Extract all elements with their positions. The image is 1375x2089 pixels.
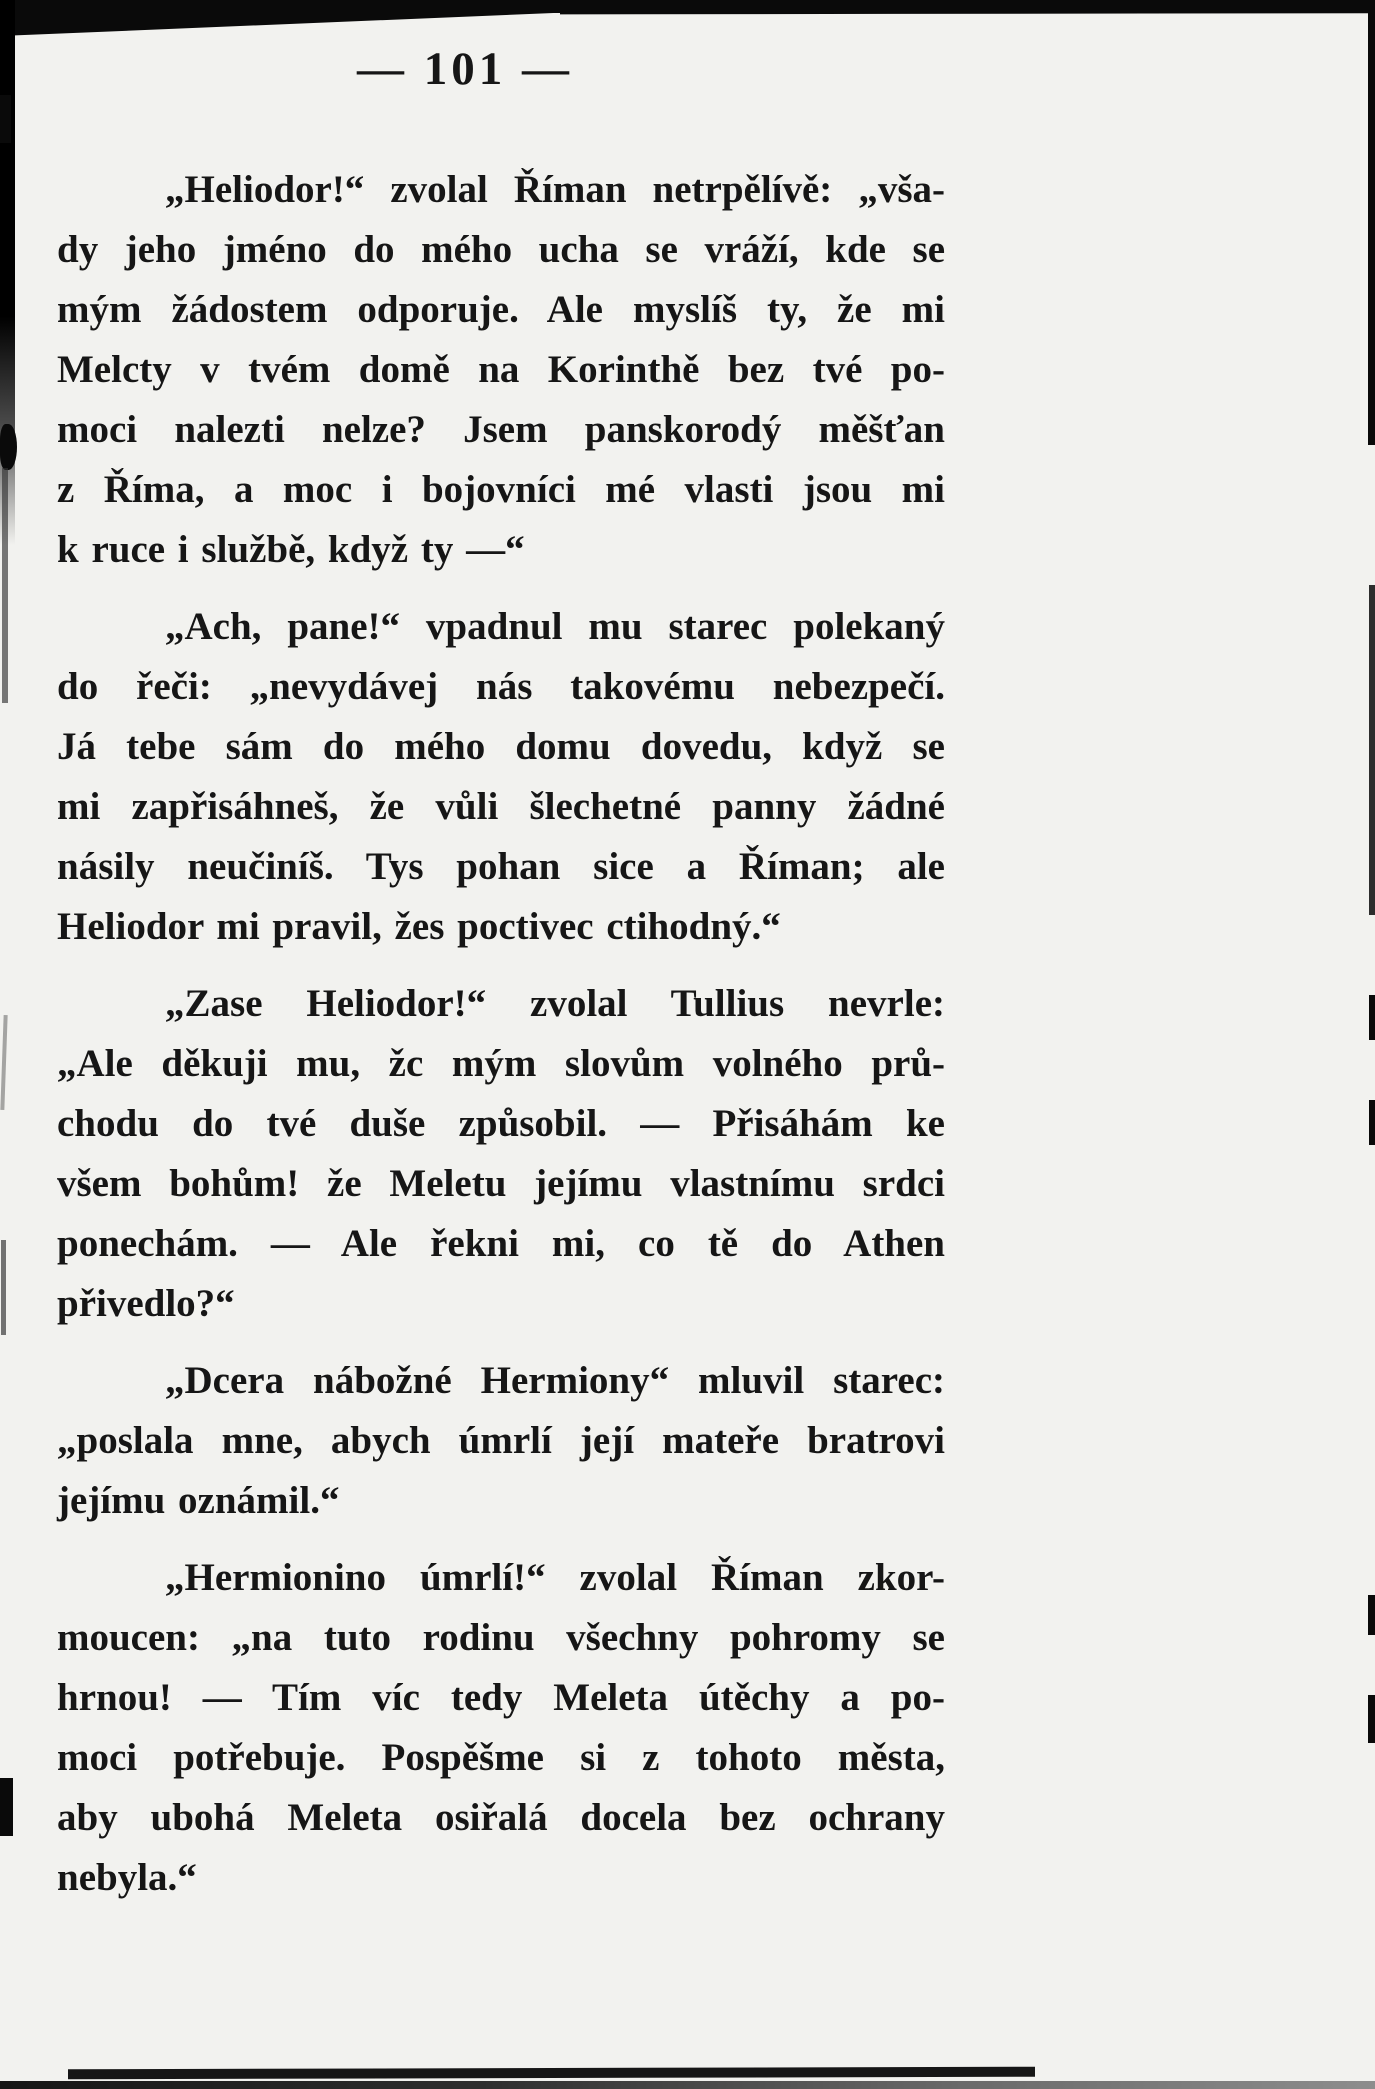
text-line: mým žádostem odporuje. Ale myslíš ty, že mi (57, 288, 945, 331)
text-line: „poslala mne, abych úmrlí její mateře bratrovi (57, 1419, 945, 1462)
text-line: násily neučiníš. Tys pohan sice a Říman; ale (57, 845, 945, 888)
text-line: všem bohům! že Meletu jejímu vlastnímu srdci (57, 1162, 945, 1205)
text-line: moci nalezti nelze? Jsem panskorodý měšťan (57, 408, 945, 451)
scan-artifact-left-square (0, 1778, 13, 1836)
page-number: — 101 — (357, 43, 573, 95)
text-line: do řeči: „nevydávej nás takovému nebezpečí. (57, 665, 945, 708)
paragraph (57, 1351, 945, 1531)
paragraph (57, 597, 945, 957)
scan-artifact-bottom-edge (0, 2081, 1375, 2089)
text-line: nebyla.“ (57, 1856, 197, 1899)
text-line: chodu do tvé duše způsobil. — Přisáhám ke (57, 1102, 945, 1145)
scan-artifact-left-line (0, 1015, 7, 1110)
text-line: hrnou! — Tím víc tedy Meleta útěchy a po- (57, 1676, 945, 1719)
text-line: „Zase Heliodor!“ zvolal Tullius nevrle: (165, 982, 945, 1025)
text-line: jejímu oznámil.“ (57, 1479, 340, 1522)
text-line: Melcty v tvém domě na Korinthě bez tvé po- (57, 348, 945, 391)
text-line: moci potřebuje. Pospěšme si z tohoto města, (57, 1736, 945, 1779)
paragraph (57, 974, 945, 1334)
text-line: „Ach, pane!“ vpadnul mu starec polekaný (165, 605, 945, 648)
scan-artifact-left-blob (0, 424, 17, 470)
scan-artifact-left-dash (0, 95, 11, 143)
paragraph (57, 1548, 945, 1908)
scan-artifact-left-line (1, 1240, 6, 1335)
scan-artifact-right-edge (1368, 1595, 1375, 1635)
text-line: mi zapřisáhneš, že vůli šlechetné panny žádné (57, 785, 945, 828)
scan-artifact-right-edge (1369, 1100, 1375, 1145)
text-line: dy jeho jméno do mého ucha se vráží, kde se (57, 228, 945, 271)
text-line: Já tebe sám do mého domu dovedu, když se (57, 725, 945, 768)
scan-artifact-right-edge (1369, 995, 1375, 1040)
text-line: „Heliodor!“ zvolal Říman netrpělívě: „vša- (165, 168, 945, 211)
scan-artifact-right-edge (1368, 0, 1375, 445)
scan-artifact-left-line (2, 468, 8, 703)
scan-artifact-right-edge (1368, 1695, 1375, 1743)
scan-artifact-top-wedge-right (560, 0, 1375, 24)
text-block (57, 160, 945, 1908)
text-line: přivedlo?“ (57, 1282, 235, 1325)
scan-artifact-bottom-rule (68, 2067, 1035, 2080)
text-line: Heliodor mi pravil, žes poctivec ctihodný.“ (57, 905, 781, 948)
text-line: k ruce i službě, když ty —“ (57, 528, 525, 571)
text-line: aby ubohá Meleta osiřalá docela bez ochrany (57, 1796, 945, 1839)
text-line: ponechám. — Ale řekni mi, co tě do Athen (57, 1222, 945, 1265)
text-line: „Hermionino úmrlí!“ zvolal Říman zkor- (165, 1556, 945, 1599)
paragraph (57, 160, 945, 580)
scan-artifact-right-edge (1369, 585, 1375, 915)
text-line: z Říma, a moc i bojovníci mé vlasti jsou mi (57, 468, 945, 511)
text-line: „Ale děkuji mu, žc mým slovům volného prů- (57, 1042, 945, 1085)
text-line: moucen: „na tuto rodinu všechny pohromy se (57, 1616, 945, 1659)
text-line: „Dcera nábožné Hermiony“ mluvil starec: (165, 1359, 945, 1402)
scan-artifact-top-wedge-left (0, 0, 590, 36)
